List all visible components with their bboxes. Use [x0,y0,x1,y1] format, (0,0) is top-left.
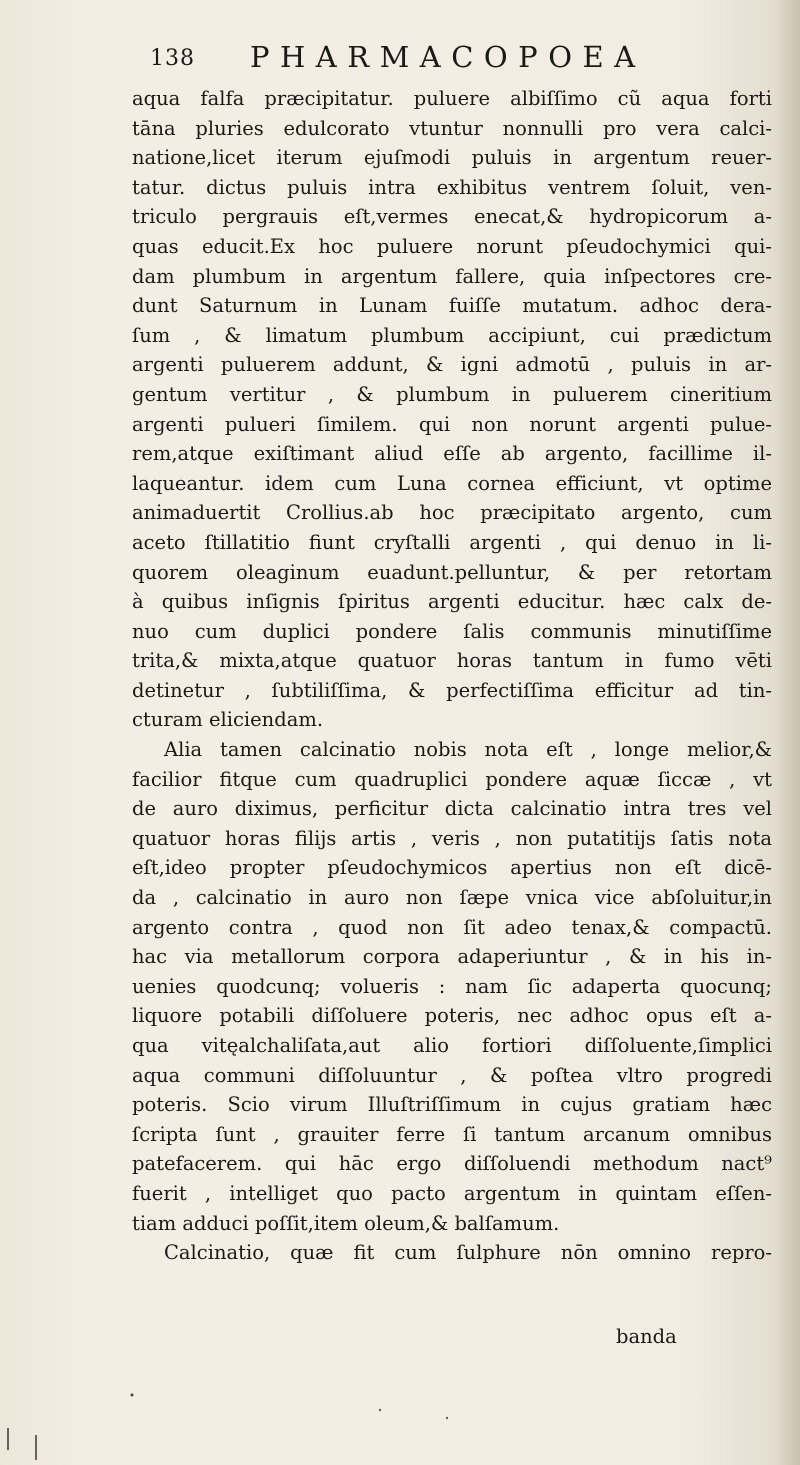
text-line: laqueantur. idem cum Luna cornea efficiunt, vt optime [132,471,772,495]
text-line: liquore potabili diſſoluere poteris, nec adhoc opus eſt a- [132,1004,772,1028]
text-line: eſt,ideo propter pſeudochymicos apertius non eſt dicē- [132,856,772,880]
text-line: argenti puluerem addunt, & igni admotū , puluis in ar- [132,353,772,377]
text-line: detinetur , ſubtiliſſima, & perfectiſſima efficitur ad tin- [132,678,772,702]
text-line: aqua communi diſſoluuntur , & poſtea vltro progredi [132,1063,772,1087]
running-title: PHARMACOPOEA [250,40,646,74]
text-line: dam plumbum in argentum fallere, quia inſpectores cre- [132,264,772,288]
text-line: aceto ſtillatitio fiunt cryſtalli argenti , qui denuo in li- [132,530,772,554]
text-line: dunt Saturnum in Lunam fuiſſe mutatum. adhoc dera- [132,294,772,318]
ink-speck [446,1417,448,1419]
text-line: natione,licet iterum ejuſmodi puluis in argentum reuer- [132,146,772,170]
text-line: quas educit.Ex hoc puluere norunt pſeudochymici qui- [132,234,772,258]
text-line: patefacerem. qui hāc ergo diſſoluendi methodum nact⁹ [132,1152,772,1176]
text-line: tāna pluries edulcorato vtuntur nonnulli pro vera calci- [132,116,772,140]
text-line: quatuor horas filijs artis , veris , non putatitijs ſatis nota [132,826,772,850]
page-number: 138 [150,46,195,71]
text-line: nuo cum duplici pondere ſalis communis minutiſſime [132,619,772,643]
paragraph-start-line: Alia tamen calcinatio nobis nota eſt , longe melior,& [164,738,772,762]
ink-speck [131,1394,134,1397]
text-line: quorem oleaginum euadunt.pelluntur, & per retortam [132,560,772,584]
text-line: de auro diximus, perficitur dicta calcinatio intra tres vel [132,797,772,821]
text-line: poteris. Scio virum Illuſtriſſimum in cujus gratiam hæc [132,1093,772,1117]
text-line: tatur. dictus puluis intra exhibitus ventrem ſoluit, ven- [132,175,772,199]
text-line: rem,atque exiſtimant aliud eſſe ab argento, facillime il- [132,442,772,466]
text-line: gentum vertitur , & plumbum in puluerem cineritium [132,382,772,406]
paragraph-start-line: Calcinatio, quæ fit cum ſulphure nōn omnino repro- [164,1241,772,1265]
text-line: hac via metallorum corpora adaperiuntur , & in his in- [132,945,772,969]
text-line: da , calcinatio in auro non ſæpe vnica vice abſoluitur,in [132,886,772,910]
catchword: banda [616,1325,677,1348]
text-line: trita,& mixta,atque quatuor horas tantum in fumo vēti [132,649,772,673]
text-line: ſcripta ſunt , grauiter ferre ſi tantum arcanum omnibus [132,1122,772,1146]
text-line: uenies quodcunq; volueris : nam ſic adaperta quocunq; [132,974,772,998]
text-line: qua vitęalchaliſata,aut alio fortiori diſſoluente,ſimplici [132,1034,772,1057]
text-line: fuerit , intelliget quo pacto argentum in quintam eſſen- [132,1181,772,1205]
text-line: argento contra , quod non ſit adeo tenax,& compactū. [132,915,772,939]
ink-speck [379,1409,381,1411]
text-line: ſum , & limatum plumbum accipiunt, cui prædictum [132,323,772,347]
text-line: facilior fitque cum quadruplici pondere aquæ ſiccæ , vt [132,767,772,791]
text-line: à quibus inſignis ſpiritus argenti educitur. hæc calx de- [132,590,772,614]
paragraph-end-line: cturam eliciendam. [132,708,324,732]
text-line: argenti pulueri ſimilem. qui non norunt argenti pulue- [132,412,772,436]
text-line: animaduertit Crollius.ab hoc præcipitato argento, cum [132,501,772,525]
text-line: aqua falfa præcipitatur. puluere albiſſimo cũ aqua forti [132,87,772,110]
paragraph-end-line: tiam adduci poſſit,item oleum,& balſamum. [132,1211,560,1235]
text-line: triculo pergrauis eſt,vermes enecat,& hydropicorum a- [132,205,772,229]
